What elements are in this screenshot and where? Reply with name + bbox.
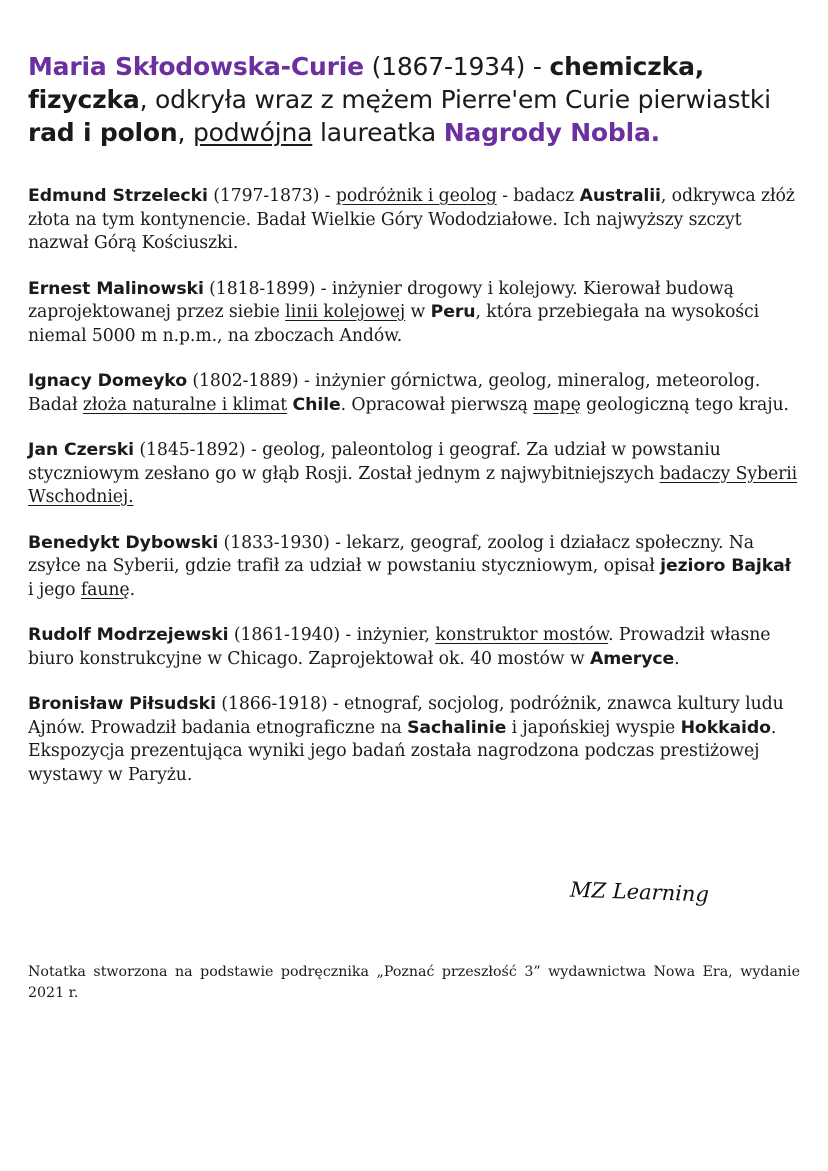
entry-czerski	[28, 439, 800, 510]
entry-dates: (1833-1930) -	[218, 532, 347, 553]
entry-text: , odkrywca złóż złota na tym kontynencie. Badał Wielkie Góry Wododziałowe. Ich najwyższy szczyt nazwał Górą Kościuszki.	[28, 186, 795, 253]
intro-prize: Nagrody Nobla.	[443, 118, 660, 147]
entry-strzelecki	[28, 185, 800, 256]
entry-dates: (1802-1889) -	[187, 371, 316, 391]
intro-dates: (1867-1934)	[371, 52, 526, 81]
entry-underlined: mapę	[533, 394, 581, 415]
entry-text: inżynier górnictwa, geolog, mineralog, meteorolog. Badał	[28, 371, 761, 415]
entry-underlined: badaczy Syberii Wschodniej.	[28, 463, 798, 507]
entry-name: Ignacy Domeyko	[28, 371, 187, 391]
entry-text: inżynier,	[356, 625, 436, 645]
entry-name: Bronisław Piłsudski	[28, 694, 216, 714]
signature-logo: MZ Learning	[569, 877, 710, 907]
entry-keyword: Peru	[430, 302, 476, 322]
entry-text: , która przebiegała na wysokości niemal 5000 m n.p.m., na zboczach Andów.	[28, 302, 760, 346]
entry-underlined: podróżnik i geolog	[335, 186, 497, 206]
entry-text: geolog, paleontolog i geograf. Za udział w powstaniu styczniowym zesłano go w głąb Rosji. Został jednym z najwybitniejszych	[28, 440, 721, 484]
entry-dybowski	[28, 532, 800, 603]
entry-underlined: faunę	[80, 579, 130, 600]
source-note: Notatka stworzona na podstawie podręcznika „Poznać przeszłość 3” wydawnictwa Nowa Era, wydanie 2021 r.	[28, 964, 800, 1002]
entry-keyword: jezioro Bajkał	[660, 556, 791, 576]
entry-name: Benedykt Dybowski	[28, 532, 219, 553]
entry-text: i jego	[28, 579, 81, 600]
entry-keyword: Sachalinie	[407, 717, 507, 738]
intro-name: Maria Skłodowska-Curie	[28, 52, 364, 81]
document-body	[28, 50, 800, 809]
entry-text: .	[129, 579, 135, 600]
intro-text: ,	[177, 118, 193, 147]
entry-text: etnograf, socjolog, podróżnik, znawca kultury ludu Ajnów. Prowadził badania etnograficzne na	[28, 694, 784, 738]
entry-underlined: konstruktor mostów	[435, 625, 609, 645]
intro-professions: chemiczka, fizyczka	[28, 52, 705, 114]
entry-dates: (1845-1892) -	[134, 440, 263, 460]
entry-text: inżynier drogowy i kolejowy. Kierował budową zaprojektowanej przez siebie	[28, 278, 734, 322]
entry-text: . Opracował pierwszą	[340, 394, 534, 415]
intro-paragraph	[28, 50, 800, 149]
entry-modrzejewski	[28, 624, 800, 671]
entry-text: w	[405, 302, 431, 322]
entry-keyword: Ameryce	[589, 648, 675, 669]
entry-dates: (1861-1940) -	[228, 625, 357, 645]
intro-separator: -	[525, 52, 550, 81]
entry-dates: (1818-1899) -	[203, 278, 332, 299]
entry-pilsudski	[28, 693, 800, 787]
intro-double: podwójna	[193, 118, 313, 147]
entry-keyword: Hokkaido	[680, 717, 771, 738]
entry-text: . Prowadził własne biuro konstrukcyjne w Chicago. Zaprojektował ok. 40 mostów w	[28, 625, 771, 669]
entry-name: Edmund Strzelecki	[28, 186, 208, 206]
entry-name: Rudolf Modrzejewski	[28, 625, 229, 645]
entry-underlined: linii kolejowej	[285, 302, 406, 322]
entry-dates: (1866-1918) -	[215, 694, 345, 714]
entry-name: Jan Czerski	[28, 440, 134, 460]
entry-keyword: Chile	[292, 394, 341, 415]
entry-text: .	[674, 648, 680, 669]
intro-text: , odkryła wraz z mężem Pierre'em Curie pierwiastki	[139, 85, 771, 114]
entry-text: i japońskiej wyspie	[506, 717, 681, 738]
entry-malinowski	[28, 278, 800, 349]
entry-name: Ernest Malinowski	[28, 278, 204, 299]
entry-text: lekarz, geograf, zoolog i działacz społeczny. Na zsyłce na Syberii, gdzie trafił za udział w powstaniu styczniowym, opisał	[28, 532, 754, 576]
entry-text: - badacz	[496, 186, 580, 206]
entry-dates: (1797-1873) -	[207, 186, 336, 206]
entry-underlined: złoża naturalne i klimat	[82, 394, 288, 415]
entry-domeyko	[28, 370, 800, 417]
entry-keyword: Australii	[579, 186, 661, 206]
intro-elements: rad i polon	[28, 118, 178, 147]
intro-text: laureatka	[312, 118, 444, 147]
entry-text: geologiczną tego kraju.	[580, 394, 789, 415]
entry-text: . Ekspozycja prezentująca wyniki jego badań została nagrodzona podczas prestiżowej wystawy w Paryżu.	[28, 717, 777, 785]
